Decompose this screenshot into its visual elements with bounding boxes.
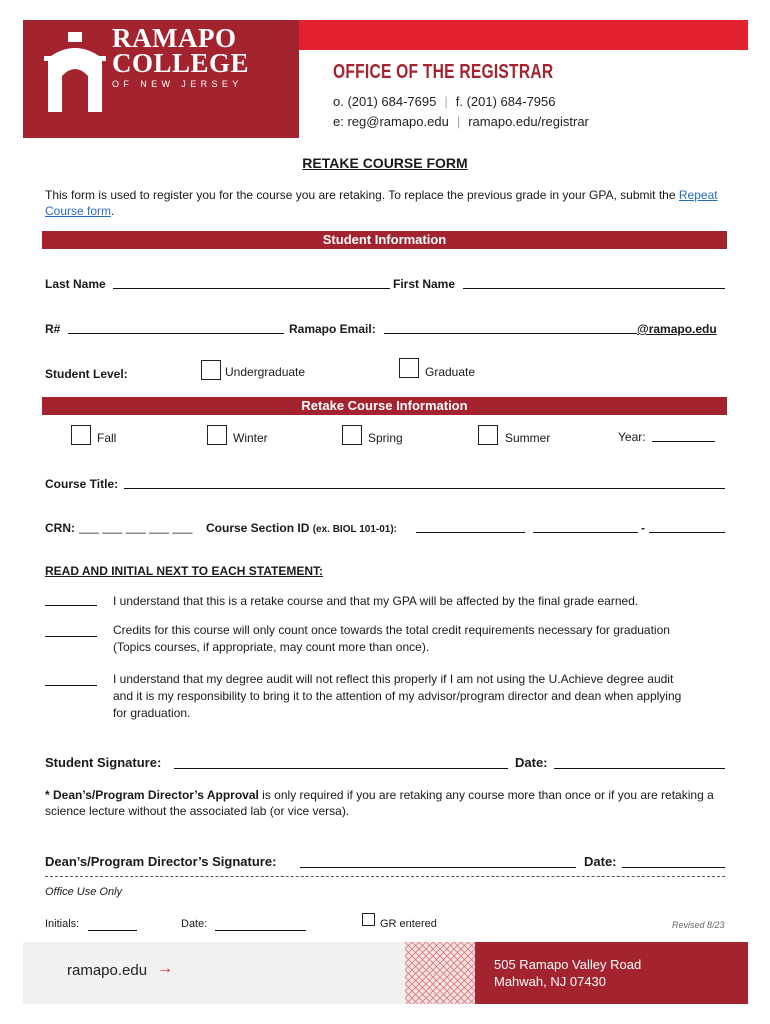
gr-entered-label: GR entered [380, 918, 437, 930]
section-subject-field[interactable] [416, 520, 525, 533]
footer-address-line2: Mahwah, NJ 07430 [494, 974, 607, 989]
winter-checkbox[interactable] [207, 425, 227, 445]
statement-1: I understand that this is a retake course and that my GPA will be affected by the final grade earned. [113, 594, 639, 608]
dean-date-label: Date: [584, 854, 617, 869]
student-level-label: Student Level: [45, 367, 128, 381]
repeat-course-form-link[interactable]: Repeat Course form [45, 188, 718, 218]
term-summer-label: Summer [505, 431, 551, 445]
initial-field-3[interactable] [45, 673, 97, 686]
statements-heading: READ AND INITIAL NEXT TO EACH STATEMENT: [45, 564, 324, 578]
office-use-divider [45, 876, 725, 877]
gr-entered-checkbox[interactable] [362, 913, 375, 926]
section-number-field[interactable] [649, 520, 725, 533]
course-title-field[interactable] [124, 476, 725, 489]
initial-field-2[interactable] [45, 624, 97, 637]
office-phone: o. (201) 684-7695 [333, 94, 437, 109]
office-use-title: Office Use Only [45, 886, 123, 898]
email-label: Ramapo Email: [289, 322, 376, 336]
statement-2: Credits for this course will only count once towards the total credit requirements necessary for graduation (Topics courses, if appropriate, may count more than once). [113, 623, 670, 654]
dean-signature-label: Dean’s/Program Director’s Signature: [45, 854, 277, 869]
last-name-label: Last Name [45, 277, 106, 291]
approval-note: * Dean’s/Program Director’s Approval is only required if you are retaking any course more than once or if you are retaking a science lecture without the associated lab (or vice versa). [45, 788, 714, 818]
first-name-field[interactable] [463, 276, 725, 289]
student-signature-label: Student Signature: [45, 755, 162, 770]
spring-checkbox[interactable] [342, 425, 362, 445]
term-spring-label: Spring [368, 431, 403, 445]
header-accent-bar [298, 20, 748, 50]
undergraduate-checkbox[interactable] [201, 360, 221, 380]
student-date-field[interactable] [554, 755, 725, 769]
graduate-label: Graduate [425, 365, 476, 379]
crn-field[interactable]: ___ ___ ___ ___ ___ [79, 520, 193, 534]
footer-url[interactable]: ramapo.edu [67, 962, 148, 979]
term-fall-label: Fall [97, 431, 117, 445]
undergraduate-label: Undergraduate [225, 365, 306, 379]
contact-phone-fax: o. (201) 684-7695 | f. (201) 684-7956 [333, 94, 556, 109]
college-arch-icon [44, 32, 106, 114]
r-number-field[interactable] [68, 321, 284, 334]
footer-right-panel [475, 942, 748, 1004]
summer-checkbox[interactable] [478, 425, 498, 445]
office-date-field[interactable] [215, 918, 306, 931]
section-id-label: Course Section ID (ex. BIOL 101-01): [206, 521, 397, 535]
year-label: Year: [618, 430, 646, 444]
year-field[interactable] [652, 429, 715, 442]
initials-label: Initials: [45, 918, 80, 930]
email-field[interactable] [384, 321, 637, 334]
dean-date-field[interactable] [622, 854, 725, 868]
graduate-checkbox[interactable] [399, 358, 419, 378]
statement-3: I understand that my degree audit will not reflect this properly if I am not using the U.Achieve degree audit and it is my responsibility to bring it to the attention of my advisor/program director and dean when applying for graduation. [113, 672, 682, 720]
office-initials-field[interactable] [88, 918, 137, 931]
email-suffix: @ramapo.edu [637, 322, 717, 336]
last-name-field[interactable] [113, 276, 390, 289]
intro-text: This form is used to register you for the course you are retaking. To replace the previous grade in your GPA, submit the Repeat Course form. [45, 188, 718, 218]
office-date-label: Date: [181, 918, 208, 930]
college-state: OF NEW JERSEY [112, 79, 243, 89]
footer-pattern [405, 942, 475, 1004]
student-info-header: Student Information [42, 231, 727, 249]
dean-signature-field[interactable] [300, 854, 576, 868]
form-title: RETAKE COURSE FORM [302, 155, 468, 171]
arrow-right-icon: → [157, 960, 173, 977]
office-website[interactable]: ramapo.edu/registrar [468, 114, 589, 129]
fall-checkbox[interactable] [71, 425, 91, 445]
crn-label: CRN: [45, 521, 75, 535]
student-date-label: Date: [515, 755, 548, 770]
term-winter-label: Winter [233, 431, 268, 445]
course-title-label: Course Title: [45, 477, 119, 491]
revised-date: Revised 8/23 [672, 920, 725, 930]
office-fax: f. (201) 684-7956 [455, 94, 556, 109]
office-email[interactable]: e: reg@ramapo.edu [333, 114, 449, 129]
student-signature-field[interactable] [174, 755, 508, 769]
section-course-field[interactable] [533, 520, 638, 533]
contact-email-web: e: reg@ramapo.edu | ramapo.edu/registrar [333, 114, 589, 129]
r-number-label: R# [45, 322, 61, 336]
section-dash: - [641, 521, 645, 535]
initial-field-1[interactable] [45, 593, 97, 606]
retake-info-header: Retake Course Information [42, 397, 727, 415]
college-name: RAMAPO COLLEGE [112, 23, 250, 78]
footer-address-line1: 505 Ramapo Valley Road [494, 957, 642, 972]
office-title: OFFICE OF THE REGISTRAR [333, 61, 554, 83]
first-name-label: First Name [393, 277, 456, 291]
